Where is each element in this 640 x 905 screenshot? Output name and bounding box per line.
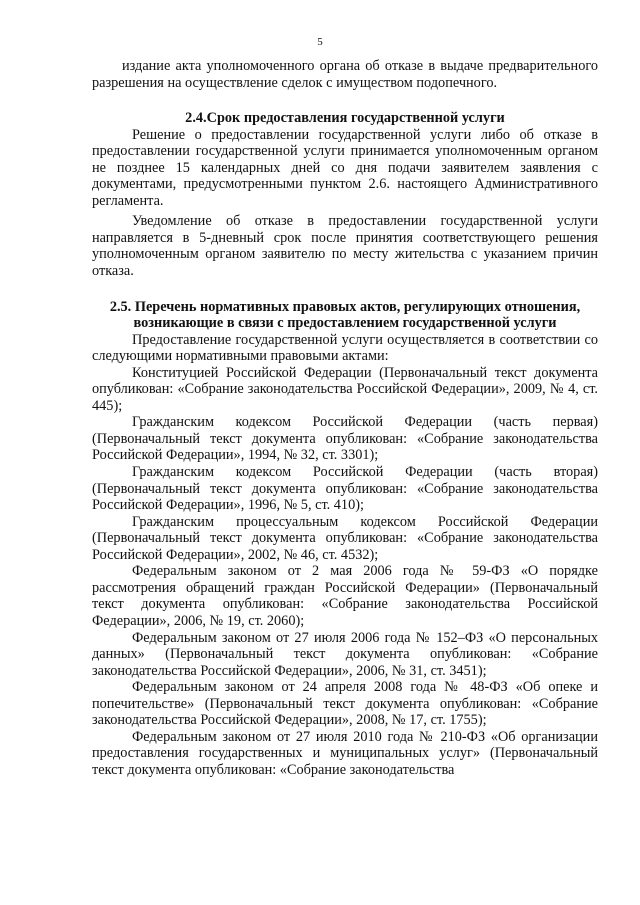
paragraph-law-210fz: Федеральным законом от 27 июля 2010 года № 210-ФЗ «Об организации предоставления государственных и муниципальных услуг» (Первоначальный текст документа опубликован: «Собрание законодательства (92, 728, 598, 778)
section-heading-2-5: 2.5. Перечень нормативных правовых актов, регулирующих отношения, возникающие в связи с предоставлением государственной услуги (109, 298, 581, 332)
paragraph-civil-code-part2: Гражданским кодексом Российской Федерации (часть вторая) (Первоначальный текст документа опубликован: «Собрание законодательства Российской Федерации», 1996, № 5, ст. 410); (92, 464, 598, 514)
paragraph-law-59fz: Федеральным законом от 2 мая 2006 года № 59-ФЗ «О порядке рассмотрения обращений граждан Российской Федерации» (Первоначальный текст документа опубликован: «Собрание законодательства Российской Федерации», 2006, № 19, ст. 2060); (92, 563, 598, 629)
paragraph-decision-term: Решение о предоставлении государственной услуги либо об отказе в предоставлении государственной услуги принимается уполномоченным органом не позднее 15 календарных дней со дня подачи заявителем заявления с документами, предусмотренными пунктом 2.6. настоящего Административного регламента. (92, 126, 598, 209)
page-number: 5 (317, 36, 323, 48)
spacer (92, 91, 598, 110)
spacer (92, 280, 598, 299)
paragraph-law-48fz: Федеральным законом от 24 апреля 2008 года № 48-ФЗ «Об опеке и попечительстве» (Первоначальный текст документа опубликован: «Собрание законодательства Российской Федерации», 2008, № 17, ст. 1755); (92, 679, 598, 729)
paragraph-civil-code-part1: Гражданским кодексом Российской Федерации (часть первая) (Первоначальный текст документа опубликован: «Собрание законодательства Российской Федерации», 1994, № 32, ст. 3301); (92, 414, 598, 464)
paragraph-refusal-notice: Уведомление об отказе в предоставлении государственной услуги направляется в 5-дневный срок после принятия соответствующего решения уполномоченным органом заявителю по месту жительства с указанием причин отказа. (92, 213, 598, 280)
section-heading-2-4: 2.4.Срок предоставления государственной услуги (185, 110, 505, 127)
paragraph-decision-refusal: издание акта уполномоченного органа об отказе в выдаче предварительного разрешения на осуществление сделок с имуществом подопечного. (92, 58, 598, 91)
document-body (92, 58, 598, 778)
paragraph-legal-basis-intro: Предоставление государственной услуги осуществляется в соответствии со следующими нормативными правовыми актами: (92, 331, 598, 365)
paragraph-civil-procedure-code: Гражданским процессуальным кодексом Российской Федерации (Первоначальный текст документа опубликован: «Собрание законодательства Российской Федерации», 2002, № 46, ст. 4532); (92, 513, 598, 563)
paragraph-constitution: Конституцией Российской Федерации (Первоначальный текст документа опубликован: «Собрание законодательства Российской Федерации», 2009, № 4, ст. 445); (92, 364, 598, 414)
paragraph-law-152fz: Федеральным законом от 27 июля 2006 года № 152–ФЗ «О персональных данных» (Первоначальный текст документа опубликован: «Собрание законодательства Российской Федерации», 2006, № 31, ст. 3451); (92, 629, 598, 679)
